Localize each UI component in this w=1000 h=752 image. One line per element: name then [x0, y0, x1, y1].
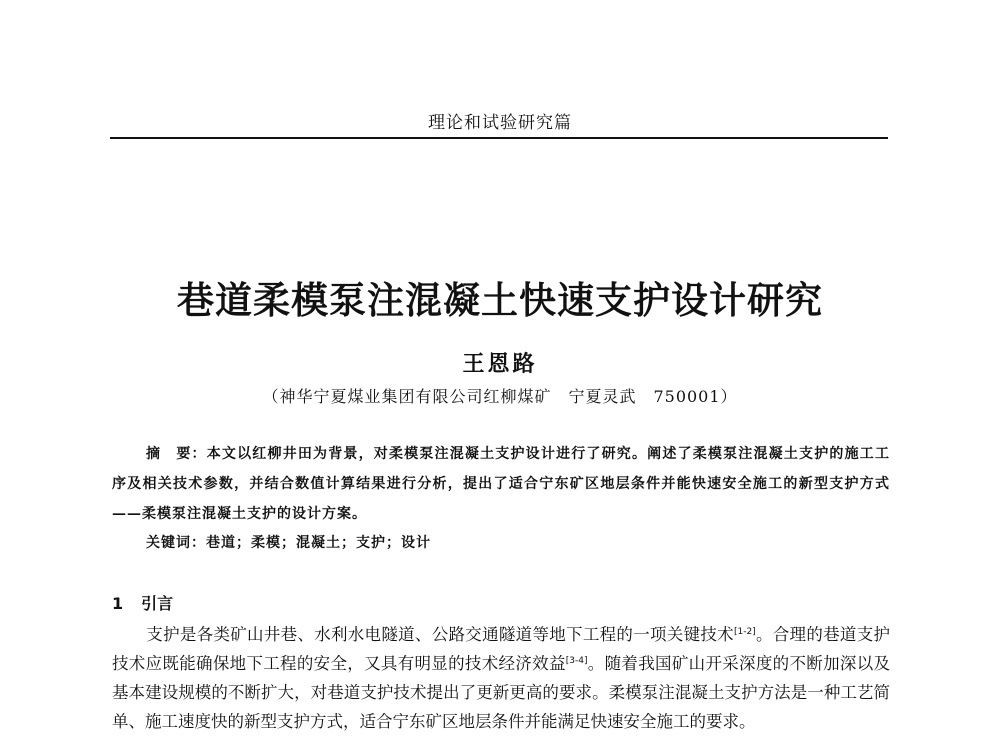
keywords-label: 关键词：: [146, 535, 206, 551]
abstract: [112, 439, 890, 529]
section-heading: [112, 591, 173, 614]
body-text-part-1: 支护是各类矿山井巷、水利水电隧道、公路交通隧道等地下工程的一项关键技术: [146, 625, 734, 644]
abstract-text: 本文以红柳井田为背景，对柔模泵注混凝土支护设计进行了研究。阐述了柔模泵注混凝土支护的施工工序及相关技术参数，并结合数值计算结果进行分析，提出了适合宁东矿区地层条件并能快速安全施工的新型支护方式——柔模泵注混凝土支护的设计方案。: [112, 446, 890, 522]
affiliation: （神华宁夏煤业集团有限公司红柳煤矿 宁夏灵武 750001）: [262, 387, 738, 406]
abstract-label: 摘 要：: [146, 446, 207, 462]
paper-title: 巷道柔模泵注混凝土快速支护设计研究: [177, 279, 823, 322]
header-rule: [110, 137, 888, 139]
author: 王恩路: [462, 351, 538, 377]
body-text-part-2: 。合理的巷道支护技术应既能确保地下工程的安全，又具有明显的技术经济效益: [112, 625, 891, 673]
running-header: 理论和试验研究篇: [428, 113, 572, 133]
keywords: [146, 529, 886, 557]
keywords-text: 巷道；柔模；混凝土；支护；设计: [206, 535, 431, 551]
citation-3-4: [3-4]: [565, 656, 588, 666]
section-title: 引言: [141, 594, 174, 613]
citation-1-2: [1-2]: [733, 627, 756, 637]
section-number: 1: [112, 594, 124, 613]
body-text-part-3: 。随着我国矿山开采深度的不断加深以及基本建设规模的不断扩大，对巷道支护技术提出了更新更高的要求。柔模泵注混凝土支护方法是一种工艺简单、施工速度快的新型支护方式，适合宁东矿区地层条件并能满足快速安全施工的要求。: [112, 654, 891, 731]
body-paragraph: [112, 620, 890, 736]
